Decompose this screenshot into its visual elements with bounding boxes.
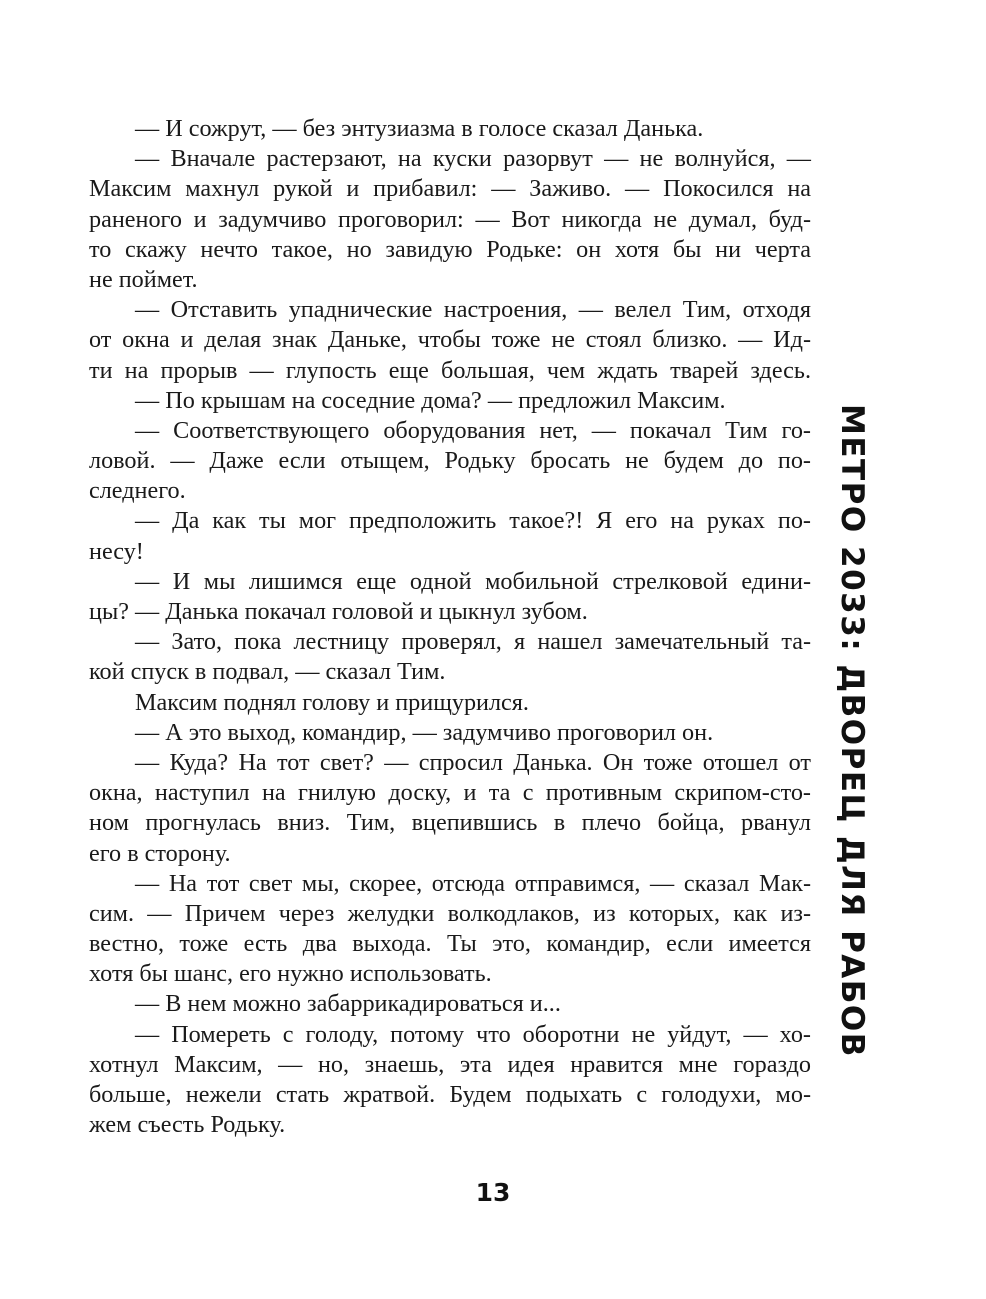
text-line: ловой. — Даже если отыщем, Родьку бросать не будем до по- [89, 447, 811, 475]
text-line: хотнул Максим, — но, знаешь, эта идея нравится мне гораздо [89, 1050, 811, 1078]
text-line: — Зато, пока лестницу проверял, я нашел замечательный та- [135, 628, 811, 656]
text-line: — Куда? На тот свет? — спросил Данька. Он тоже отошел от [135, 748, 811, 776]
text-line: — По крышам на соседние дома? — предложил Максим. [135, 386, 726, 414]
text-line: — Соответствующего оборудования нет, — покачал Тим го- [135, 416, 811, 444]
text-line: Максим махнул рукой и прибавил: — Заживо. — Покосился на [89, 175, 811, 203]
text-line: — Помереть с голоду, потому что оборотни не уйдут, — хо- [135, 1020, 811, 1048]
text-line: ти на прорыв — глупость еще большая, чем ждать тварей здесь. [89, 356, 811, 384]
text-line: — Отставить упаднические настроения, — велел Тим, отходя [135, 296, 811, 324]
text-line: следнего. [89, 477, 186, 505]
text-line: жем съесть Родьку. [89, 1111, 286, 1139]
text-line: окна, наступил на гнилую доску, и та с противным скрипом-сто- [89, 779, 811, 807]
text-line: — И мы лишимся еще одной мобильной стрелковой едини- [135, 567, 811, 595]
text-line: несу! [89, 537, 144, 565]
text-line: то скажу нечто такое, но завидую Родьке: он хотя бы ни черта [89, 235, 811, 263]
body-text [89, 114, 811, 1140]
text-line: больше, нежели стать жратвой. Будем подыхать с голодухи, мо- [89, 1081, 811, 1108]
page-number: 13 [475, 1178, 511, 1207]
text-line: вестно, тоже есть два выхода. Ты это, командир, если имеется [89, 930, 811, 958]
text-line: — В нем можно забаррикадироваться и... [135, 990, 561, 1018]
text-line: не поймет. [89, 265, 198, 293]
text-line: цы? — Данька покачал головой и цыкнул зубом. [89, 598, 588, 625]
text-line: хотя бы шанс, его нужно использовать. [89, 960, 492, 988]
text-line: Максим поднял голову и прищурился. [135, 688, 529, 716]
text-line: от окна и делая знак Даньке, чтобы тоже не стоял близко. — Ид- [89, 326, 811, 354]
text-line: — А это выход, командир, — задумчиво проговорил он. [135, 718, 714, 746]
text-line: его в сторону. [89, 839, 231, 867]
text-line: кой спуск в подвал, — сказал Тим. [89, 658, 446, 686]
text-line: сим. — Причем через желудки волкодлаков, из которых, как из- [89, 899, 811, 927]
text-line: ном прогнулась вниз. Тим, вцепившись в плечо бойца, рванул [89, 809, 811, 837]
text-line: — И сожрут, — без энтузиазма в голосе сказал Данька. [135, 115, 704, 142]
running-title: МЕТРО 2033: ДВОРЕЦ ДЛЯ РАБОВ [834, 404, 870, 1058]
text-line: — На тот свет мы, скорее, отсюда отправимся, — сказал Мак- [135, 869, 811, 897]
text-line: раненого и задумчиво проговорил: — Вот никогда не думал, буд- [89, 205, 811, 233]
text-line: — Да как ты мог предположить такое?! Я его на руках по- [135, 507, 811, 535]
text-line: — Вначале растерзают, на куски разорвут — не волнуйся, — [135, 145, 811, 173]
